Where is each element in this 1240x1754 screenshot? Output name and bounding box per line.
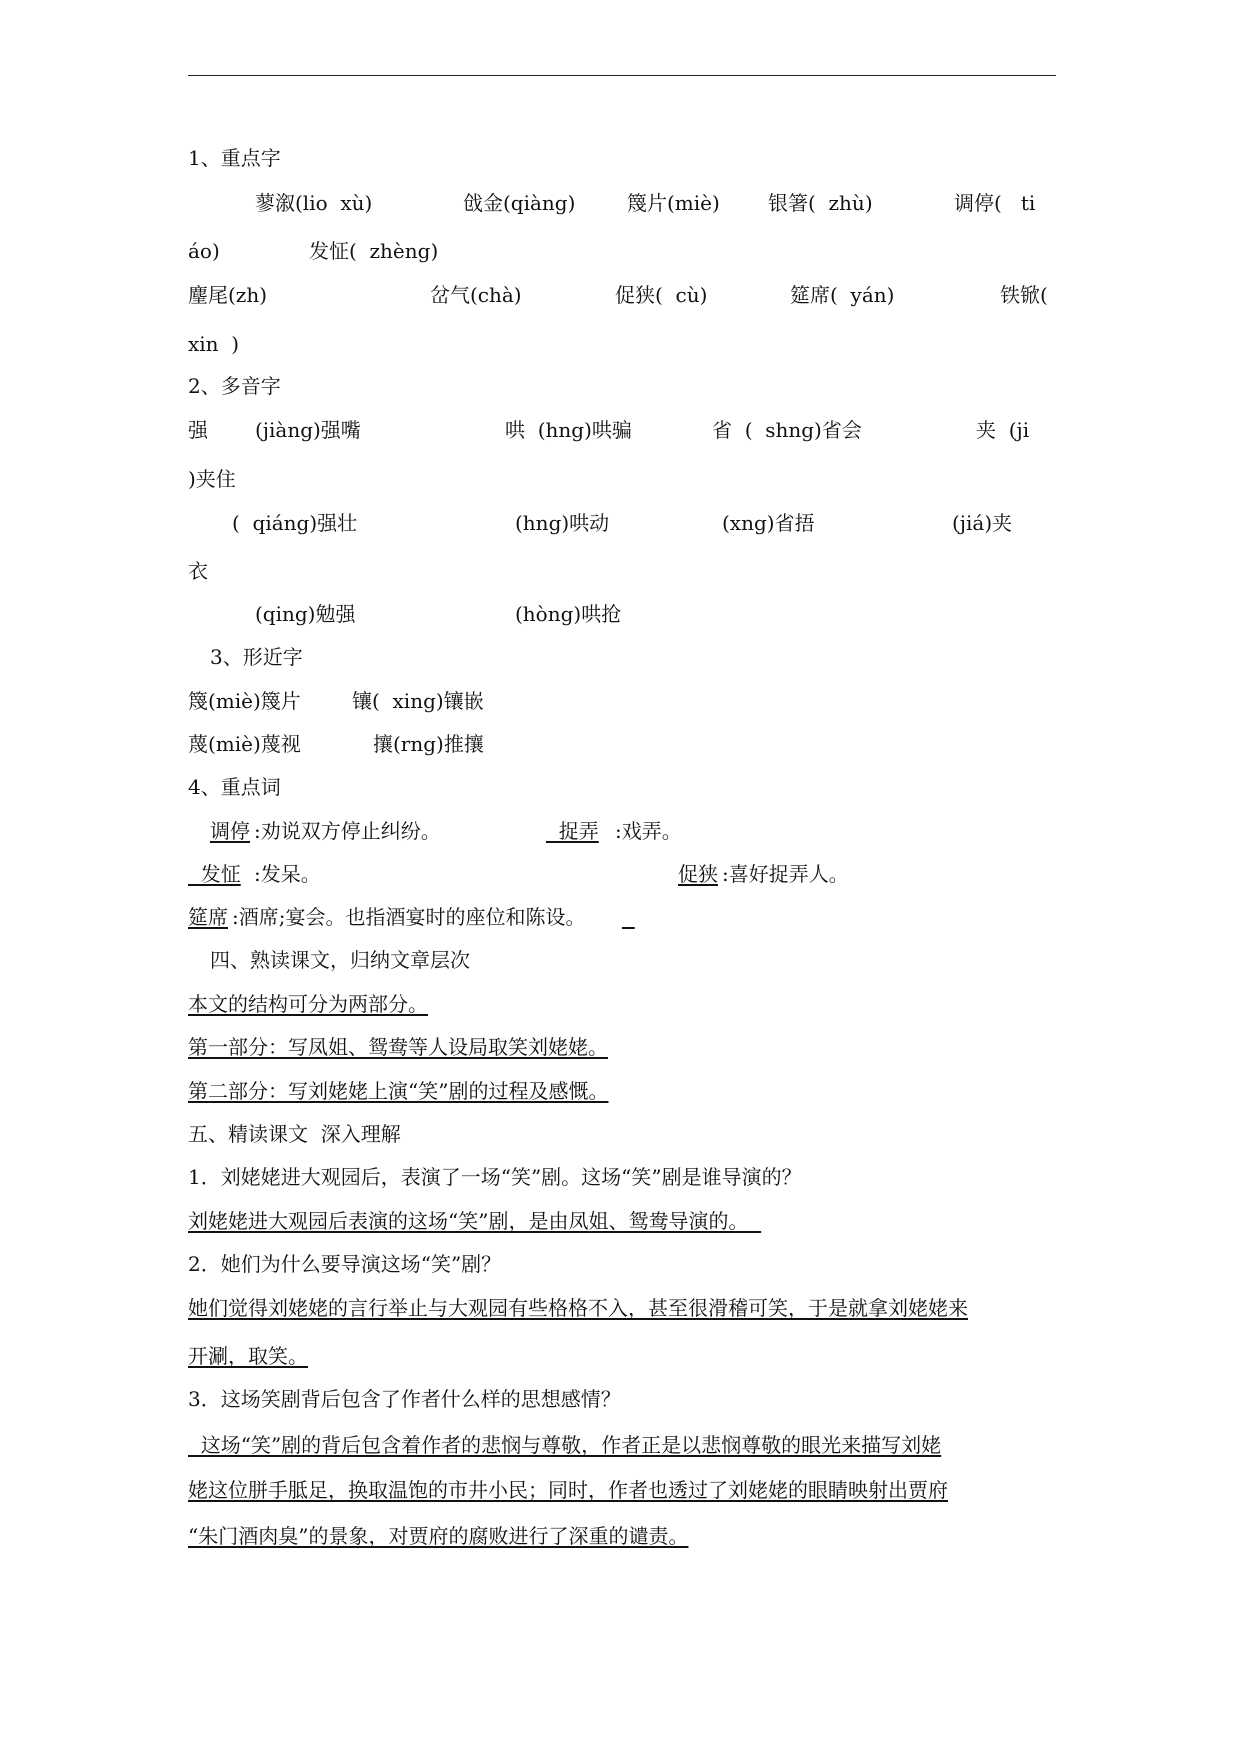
- text-line: (jiá)夹: [952, 511, 1013, 535]
- text-line: “朱门酒肉臭”的景象，对贾府的腐败进行了深重的谴责。: [188, 1524, 689, 1548]
- text-line: :发呆。: [254, 862, 321, 886]
- text-line: 2、多音字: [188, 374, 281, 398]
- text-line: (qing)勉强: [255, 602, 356, 626]
- text-line: 发怔( zhèng): [309, 239, 439, 263]
- text-line: 五、精读课文 深入理解: [188, 1122, 401, 1146]
- text-line: (xng)省捂: [722, 511, 815, 535]
- text-line: 促狭( cù): [615, 283, 708, 307]
- text-line: (jiàng)强嘴: [255, 418, 361, 442]
- text-line: 篾(miè)篾片: [188, 689, 301, 713]
- text-line: 她们觉得刘姥姥的言行举止与大观园有些格格不入，甚至很滑稽可笑，于是就拿刘姥姥来: [188, 1296, 968, 1320]
- text-line: 调停( ti: [954, 191, 1036, 215]
- text-line: 本文的结构可分为两部分。: [188, 992, 428, 1016]
- text-line: 3、形近字: [210, 645, 303, 669]
- text-line: 发怔: [188, 862, 241, 886]
- text-line: 岔气(chà): [430, 283, 522, 307]
- text-line: 镶( xing)镶嵌: [352, 689, 484, 713]
- text-line: 哄 (hng)哄骗: [505, 418, 632, 442]
- text-line: 开涮，取笑。: [188, 1344, 308, 1368]
- text-line: [622, 905, 635, 929]
- text-line: 4、重点词: [188, 775, 281, 799]
- text-line: 这场“笑”剧的背后包含着作者的悲悯与尊敬，作者正是以悲悯尊敬的眼光来描写刘姥: [188, 1433, 942, 1457]
- text-line: 第一部分：写凤姐、鸳鸯等人设局取笑刘姥姥。: [188, 1035, 608, 1059]
- text-line: 夹 (ji: [976, 418, 1030, 442]
- text-line: 1、重点字: [188, 146, 281, 170]
- header-rule: [188, 75, 1056, 76]
- text-line: 麈尾(zh): [188, 283, 268, 307]
- text-line: (hng)哄动: [515, 511, 610, 535]
- text-line: 筵席( yán): [790, 283, 895, 307]
- text-line: 攘(rng)推攘: [373, 732, 484, 756]
- text-line: 铁锨(: [1000, 283, 1048, 307]
- text-line: 蓼溆(lio xù): [255, 191, 373, 215]
- text-line: 省 ( shng)省会: [712, 418, 862, 442]
- text-line: 姥这位胼手胝足，换取温饱的市井小民；同时，作者也透过了刘姥姥的眼睛映射出贾府: [188, 1478, 948, 1502]
- text-line: 3．这场笑剧背后包含了作者什么样的思想感情？: [188, 1387, 621, 1411]
- text-line: 2．她们为什么要导演这场“笑”剧？: [188, 1252, 502, 1276]
- text-line: 银箸( zhù): [768, 191, 873, 215]
- text-line: 戗金(qiàng): [463, 191, 576, 215]
- text-line: 第二部分：写刘姥姥上演“笑”剧的过程及感慨。: [188, 1079, 609, 1103]
- text-line: 捉弄: [546, 819, 599, 843]
- text-line: 篾片(miè): [627, 191, 720, 215]
- text-line: 衣: [188, 559, 208, 583]
- text-line: 促狭: [678, 862, 718, 886]
- text-line: )夹住: [188, 467, 236, 491]
- text-line: :劝说双方停止纠纷。: [254, 819, 441, 843]
- text-line: 调停: [210, 819, 250, 843]
- text-line: 蔑(miè)蔑视: [188, 732, 301, 756]
- text-line: ( qiáng)强壮: [232, 511, 358, 535]
- text-line: (hòng)哄抢: [515, 602, 622, 626]
- text-line: :戏弄。: [615, 819, 682, 843]
- text-line: 刘姥姥进大观园后表演的这场“笑”剧，是由凤姐、鸳鸯导演的。: [188, 1209, 762, 1233]
- text-line: 强: [188, 418, 208, 442]
- text-line: xin ): [188, 332, 240, 356]
- text-line: áo): [188, 239, 220, 263]
- text-line: 四、熟读课文，归纳文章层次: [210, 948, 470, 972]
- text-line: 筵席: [188, 905, 228, 929]
- text-line: :喜好捉弄人。: [722, 862, 849, 886]
- text-line: 1．刘姥姥进大观园后，表演了一场“笑”剧。这场“笑”剧是谁导演的？: [188, 1165, 802, 1189]
- text-line: :酒席;宴会。也指酒宴时的座位和陈设。: [232, 905, 586, 929]
